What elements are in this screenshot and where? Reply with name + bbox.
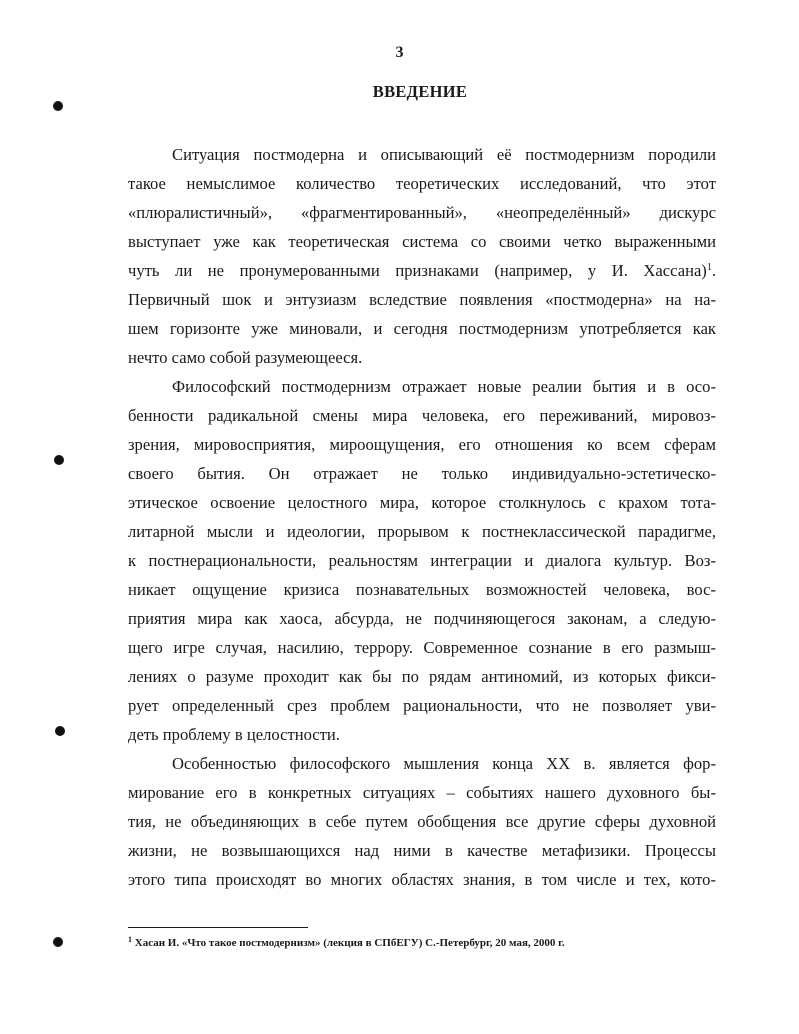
text-line: нечто само собой разумеющееся.	[128, 348, 363, 367]
text-line: бенности радикальной смены мира человека, его переживаний, мировоз-	[128, 406, 716, 425]
punch-hole-mark	[54, 455, 64, 465]
text-line-with-footnote	[128, 256, 716, 285]
text-line: щего игре случая, насилию, террору. Современное сознание в его размыш-	[128, 638, 716, 657]
punch-hole-mark	[53, 937, 63, 947]
paragraph-1	[128, 140, 716, 372]
text-line: приятия мира как хаоса, абсурда, не подчиняющегося законам, а следую-	[128, 609, 716, 628]
punch-hole-mark	[55, 726, 65, 736]
text-line: жизни, не возвышающихся над ними в качестве метафизики. Процессы	[128, 841, 716, 860]
text-line: этическое освоение целостного мира, которое столкнулось с крахом тота-	[128, 493, 716, 512]
text-line: шем горизонте уже миновали, и сегодня постмодернизм употребляется как	[128, 319, 716, 338]
footnote-divider	[128, 927, 308, 928]
text-line: такое немыслимое количество теоретических исследований, что этот	[128, 174, 716, 193]
text-line: этого типа происходят во многих областях знания, в том числе и тех, кото-	[128, 870, 716, 889]
footnote-mark: 1	[128, 935, 132, 944]
paragraph-3	[128, 749, 716, 894]
text-line: к постнерациональности, реальностям интеграции и диалога культур. Воз-	[128, 551, 716, 570]
text-line: своего бытия. Он отражает не только индивидуально-эстетическо-	[128, 464, 716, 483]
main-text	[128, 140, 716, 894]
text-line: мирование его в конкретных ситуациях – событиях нашего духовного бы-	[128, 783, 716, 802]
footnote-text: Хасан И. «Что такое постмодернизм» (лекция в СПбЕГУ) С.-Петербург, 20 мая, 2000 г.	[132, 937, 565, 949]
text-line: Философский постмодернизм отражает новые реалии бытия и в осо-	[172, 377, 716, 396]
paragraph-2	[128, 372, 716, 749]
page-number: 3	[395, 44, 404, 61]
text-line: выступает уже как теоретическая система со своими четко выраженными	[128, 232, 716, 251]
footnote-reference[interactable]: 1	[706, 262, 712, 273]
text-line: чуть ли не пронумерованными признаками (например, у И. Хассана)	[128, 261, 707, 280]
text-line: никает ощущение кризиса познавательных возможностей человека, вос-	[128, 580, 716, 599]
sentence-end: .	[711, 261, 716, 280]
page-title: ВВЕДЕНИЕ	[372, 82, 468, 101]
text-line: Ситуация постмодерна и описывающий её постмодернизм породили	[172, 145, 716, 164]
text-line: рует определенный срез проблем рациональности, что не позволяет уви-	[128, 696, 716, 715]
text-line: лениях о разуме проходит как бы по рядам антиномий, из которых фикси-	[128, 667, 716, 686]
text-line: тия, не объединяющих в себе путем обобщения все другие сферы духовной	[128, 812, 716, 831]
text-line: Первичный шок и энтузиазм вследствие появления «постмодерна» на на-	[128, 290, 716, 309]
text-line: «плюралистичный», «фрагментированный», «неопределённый» дискурс	[128, 203, 716, 222]
punch-hole-mark	[53, 101, 63, 111]
text-line: деть проблему в целостности.	[128, 725, 340, 744]
text-line: Особенностью философского мышления конца XX в. является фор-	[172, 754, 716, 773]
footnote	[128, 937, 728, 949]
text-line: зрения, мировосприятия, мироощущения, его отношения ко всем сферам	[128, 435, 716, 454]
text-line: литарной мысли и идеологии, прорывом к постнеклассической парадигме,	[128, 522, 716, 541]
